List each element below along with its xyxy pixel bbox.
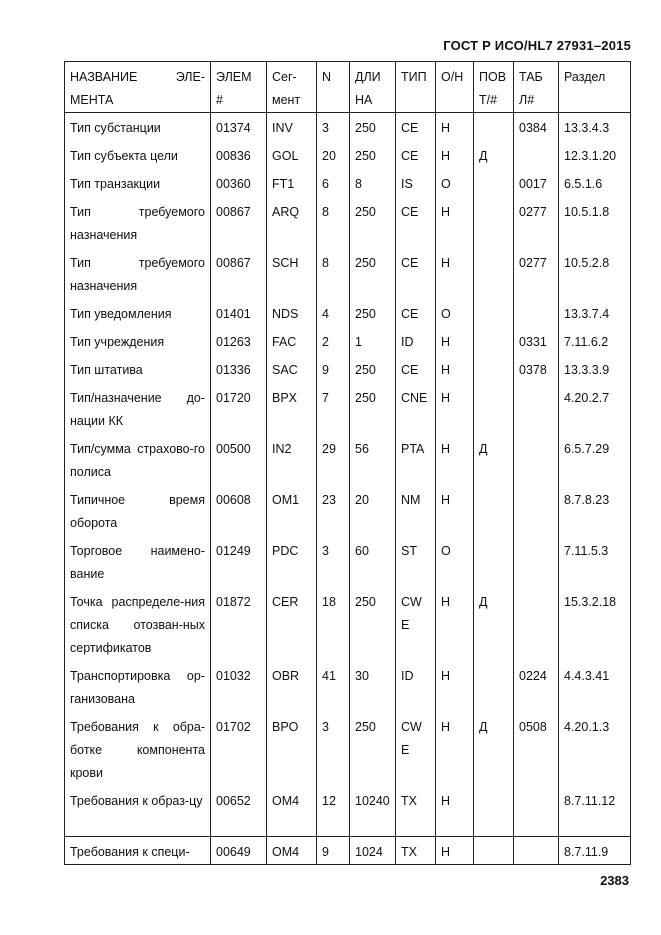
cell-n: 8 xyxy=(317,248,350,299)
cell-table xyxy=(514,141,559,169)
table-row xyxy=(65,837,631,865)
document-header: ГОСТ Р ИСО/HL7 27931–2015 xyxy=(443,38,631,53)
table-row xyxy=(65,587,631,661)
cell-repeat xyxy=(474,113,514,141)
cell-name: Транспортировка ор-ганизована xyxy=(65,661,211,712)
cell-length: 250 xyxy=(350,141,396,169)
cell-table xyxy=(514,485,559,536)
col-header-length: ДЛИ НА xyxy=(350,62,396,113)
col-header-n: N xyxy=(317,62,350,113)
cell-segment: OBR xyxy=(267,661,317,712)
cell-name: Тип транзакции xyxy=(65,169,211,197)
cell-length: 10240 xyxy=(350,786,396,837)
cell-section: 15.3.2.18 xyxy=(559,587,631,661)
table-row xyxy=(65,299,631,327)
cell-repeat xyxy=(474,197,514,248)
cell-n: 9 xyxy=(317,837,350,865)
cell-segment: OM4 xyxy=(267,786,317,837)
cell-type: CE xyxy=(396,355,436,383)
col-header-optionality: О/Н xyxy=(436,62,474,113)
cell-name: Тип требуемого назначения xyxy=(65,248,211,299)
elements-table xyxy=(64,61,631,865)
cell-segment: BPO xyxy=(267,712,317,786)
cell-name: Тип уведомления xyxy=(65,299,211,327)
cell-table: 0378 xyxy=(514,355,559,383)
cell-optionality: Н xyxy=(436,661,474,712)
cell-length: 30 xyxy=(350,661,396,712)
cell-section: 6.5.7.29 xyxy=(559,434,631,485)
cell-n: 20 xyxy=(317,141,350,169)
cell-n: 41 xyxy=(317,661,350,712)
cell-section: 7.11.5.3 xyxy=(559,536,631,587)
cell-length: 250 xyxy=(350,248,396,299)
cell-optionality: Н xyxy=(436,786,474,837)
cell-optionality: Н xyxy=(436,485,474,536)
cell-optionality: Н xyxy=(436,113,474,141)
cell-name: Требования к образ-цу xyxy=(65,786,211,837)
cell-segment: FT1 xyxy=(267,169,317,197)
cell-optionality: О xyxy=(436,169,474,197)
cell-section: 7.11.6.2 xyxy=(559,327,631,355)
cell-segment: SCH xyxy=(267,248,317,299)
table-row xyxy=(65,661,631,712)
cell-repeat xyxy=(474,786,514,837)
cell-segment: ARQ xyxy=(267,197,317,248)
cell-optionality: Н xyxy=(436,355,474,383)
cell-optionality: Н xyxy=(436,837,474,865)
cell-n: 8 xyxy=(317,197,350,248)
cell-name: Тип субстанции xyxy=(65,113,211,141)
cell-type: CE xyxy=(396,113,436,141)
cell-segment: BPX xyxy=(267,383,317,434)
col-header-elem: ЭЛЕМ # xyxy=(211,62,267,113)
cell-elem: 01702 xyxy=(211,712,267,786)
cell-n: 7 xyxy=(317,383,350,434)
cell-optionality: Н xyxy=(436,197,474,248)
table-row xyxy=(65,248,631,299)
table-row xyxy=(65,327,631,355)
cell-segment: NDS xyxy=(267,299,317,327)
table-row xyxy=(65,169,631,197)
cell-type: ST xyxy=(396,536,436,587)
cell-length: 250 xyxy=(350,197,396,248)
cell-elem: 00867 xyxy=(211,197,267,248)
cell-segment: PDC xyxy=(267,536,317,587)
cell-table: 0277 xyxy=(514,197,559,248)
cell-elem: 00836 xyxy=(211,141,267,169)
col-header-table: ТАБ Л# xyxy=(514,62,559,113)
cell-table: 0277 xyxy=(514,248,559,299)
cell-table xyxy=(514,587,559,661)
table-row xyxy=(65,786,631,837)
cell-table xyxy=(514,434,559,485)
cell-optionality: Н xyxy=(436,141,474,169)
col-header-section: Раздел xyxy=(559,62,631,113)
cell-section: 10.5.1.8 xyxy=(559,197,631,248)
table-row xyxy=(65,197,631,248)
cell-n: 29 xyxy=(317,434,350,485)
cell-optionality: О xyxy=(436,299,474,327)
cell-type: CWE xyxy=(396,587,436,661)
cell-optionality: Н xyxy=(436,383,474,434)
cell-segment: FAC xyxy=(267,327,317,355)
cell-elem: 01401 xyxy=(211,299,267,327)
cell-elem: 01263 xyxy=(211,327,267,355)
cell-table: 0017 xyxy=(514,169,559,197)
cell-length: 1 xyxy=(350,327,396,355)
cell-section: 12.3.1.20 xyxy=(559,141,631,169)
cell-n: 9 xyxy=(317,355,350,383)
cell-section: 4.4.3.41 xyxy=(559,661,631,712)
cell-name: Тип/сумма страхово-го полиса xyxy=(65,434,211,485)
cell-section: 6.5.1.6 xyxy=(559,169,631,197)
cell-section: 8.7.11.12 xyxy=(559,786,631,837)
cell-elem: 01872 xyxy=(211,587,267,661)
table-row xyxy=(65,485,631,536)
cell-type: CE xyxy=(396,141,436,169)
col-header-type: ТИП xyxy=(396,62,436,113)
table-row xyxy=(65,383,631,434)
cell-length: 250 xyxy=(350,113,396,141)
cell-name: Тип штатива xyxy=(65,355,211,383)
col-header-name: НАЗВАНИЕ ЭЛЕ- МЕНТА xyxy=(65,62,211,113)
cell-optionality: Н xyxy=(436,712,474,786)
table-header-row xyxy=(65,62,631,113)
cell-table: 0508 xyxy=(514,712,559,786)
cell-optionality: Н xyxy=(436,327,474,355)
cell-length: 56 xyxy=(350,434,396,485)
cell-segment: CER xyxy=(267,587,317,661)
cell-table xyxy=(514,383,559,434)
cell-segment: INV xyxy=(267,113,317,141)
cell-optionality: Н xyxy=(436,248,474,299)
cell-n: 23 xyxy=(317,485,350,536)
cell-table xyxy=(514,299,559,327)
cell-elem: 01032 xyxy=(211,661,267,712)
cell-repeat: Д xyxy=(474,434,514,485)
cell-type: CE xyxy=(396,248,436,299)
cell-section: 13.3.3.9 xyxy=(559,355,631,383)
cell-length: 250 xyxy=(350,712,396,786)
table-row xyxy=(65,113,631,141)
cell-name: Типичное время оборота xyxy=(65,485,211,536)
cell-repeat xyxy=(474,536,514,587)
cell-optionality: Н xyxy=(436,434,474,485)
cell-section: 4.20.1.3 xyxy=(559,712,631,786)
cell-repeat xyxy=(474,299,514,327)
cell-name: Тип учреждения xyxy=(65,327,211,355)
cell-type: PTA xyxy=(396,434,436,485)
cell-repeat xyxy=(474,383,514,434)
cell-length: 20 xyxy=(350,485,396,536)
cell-type: TX xyxy=(396,837,436,865)
table-row xyxy=(65,141,631,169)
cell-section: 13.3.4.3 xyxy=(559,113,631,141)
table-row xyxy=(65,536,631,587)
cell-section: 10.5.2.8 xyxy=(559,248,631,299)
cell-length: 250 xyxy=(350,383,396,434)
cell-name: Торговое наимено-вание xyxy=(65,536,211,587)
cell-elem: 00360 xyxy=(211,169,267,197)
table-row xyxy=(65,712,631,786)
cell-elem: 01374 xyxy=(211,113,267,141)
cell-n: 3 xyxy=(317,712,350,786)
cell-repeat: Д xyxy=(474,712,514,786)
cell-type: ID xyxy=(396,327,436,355)
cell-n: 6 xyxy=(317,169,350,197)
cell-type: TX xyxy=(396,786,436,837)
cell-elem: 00867 xyxy=(211,248,267,299)
cell-type: CNE xyxy=(396,383,436,434)
cell-elem: 01249 xyxy=(211,536,267,587)
cell-name: Тип субъекта цели xyxy=(65,141,211,169)
cell-segment: GOL xyxy=(267,141,317,169)
col-header-repeat: ПОВ Т/# xyxy=(474,62,514,113)
cell-type: NM xyxy=(396,485,436,536)
cell-table xyxy=(514,837,559,865)
cell-name: Точка распределе-ния списка отозван-ных сертификатов xyxy=(65,587,211,661)
cell-elem: 01720 xyxy=(211,383,267,434)
cell-type: ID xyxy=(396,661,436,712)
cell-n: 18 xyxy=(317,587,350,661)
cell-repeat xyxy=(474,661,514,712)
cell-repeat xyxy=(474,248,514,299)
cell-type: CE xyxy=(396,299,436,327)
cell-table: 0224 xyxy=(514,661,559,712)
cell-repeat: Д xyxy=(474,587,514,661)
cell-length: 250 xyxy=(350,587,396,661)
cell-elem: 01336 xyxy=(211,355,267,383)
page-number: 2383 xyxy=(600,873,629,888)
cell-repeat xyxy=(474,169,514,197)
cell-repeat: Д xyxy=(474,141,514,169)
cell-n: 3 xyxy=(317,536,350,587)
cell-elem: 00652 xyxy=(211,786,267,837)
cell-repeat xyxy=(474,485,514,536)
cell-table xyxy=(514,786,559,837)
cell-length: 1024 xyxy=(350,837,396,865)
cell-type: IS xyxy=(396,169,436,197)
cell-type: CWE xyxy=(396,712,436,786)
cell-repeat xyxy=(474,355,514,383)
cell-table: 0384 xyxy=(514,113,559,141)
cell-optionality: Н xyxy=(436,587,474,661)
cell-name: Требования к обра-ботке компонента крови xyxy=(65,712,211,786)
cell-elem: 00500 xyxy=(211,434,267,485)
cell-n: 2 xyxy=(317,327,350,355)
cell-table: 0331 xyxy=(514,327,559,355)
col-header-segment: Сег- мент xyxy=(267,62,317,113)
cell-segment: OM1 xyxy=(267,485,317,536)
cell-repeat xyxy=(474,327,514,355)
cell-length: 250 xyxy=(350,299,396,327)
cell-name: Тип/назначение до-нации КК xyxy=(65,383,211,434)
cell-elem: 00649 xyxy=(211,837,267,865)
cell-elem: 00608 xyxy=(211,485,267,536)
cell-length: 60 xyxy=(350,536,396,587)
cell-n: 4 xyxy=(317,299,350,327)
table-row xyxy=(65,355,631,383)
cell-name: Тип требуемого назначения xyxy=(65,197,211,248)
cell-length: 250 xyxy=(350,355,396,383)
cell-table xyxy=(514,536,559,587)
cell-name: Требования к специ- xyxy=(65,837,211,865)
cell-n: 12 xyxy=(317,786,350,837)
cell-repeat xyxy=(474,837,514,865)
cell-segment: OM4 xyxy=(267,837,317,865)
cell-section: 13.3.7.4 xyxy=(559,299,631,327)
cell-section: 4.20.2.7 xyxy=(559,383,631,434)
cell-type: CE xyxy=(396,197,436,248)
cell-segment: IN2 xyxy=(267,434,317,485)
table-row xyxy=(65,434,631,485)
cell-section: 8.7.8.23 xyxy=(559,485,631,536)
cell-segment: SAC xyxy=(267,355,317,383)
cell-section: 8.7.11.9 xyxy=(559,837,631,865)
cell-length: 8 xyxy=(350,169,396,197)
cell-n: 3 xyxy=(317,113,350,141)
cell-optionality: О xyxy=(436,536,474,587)
